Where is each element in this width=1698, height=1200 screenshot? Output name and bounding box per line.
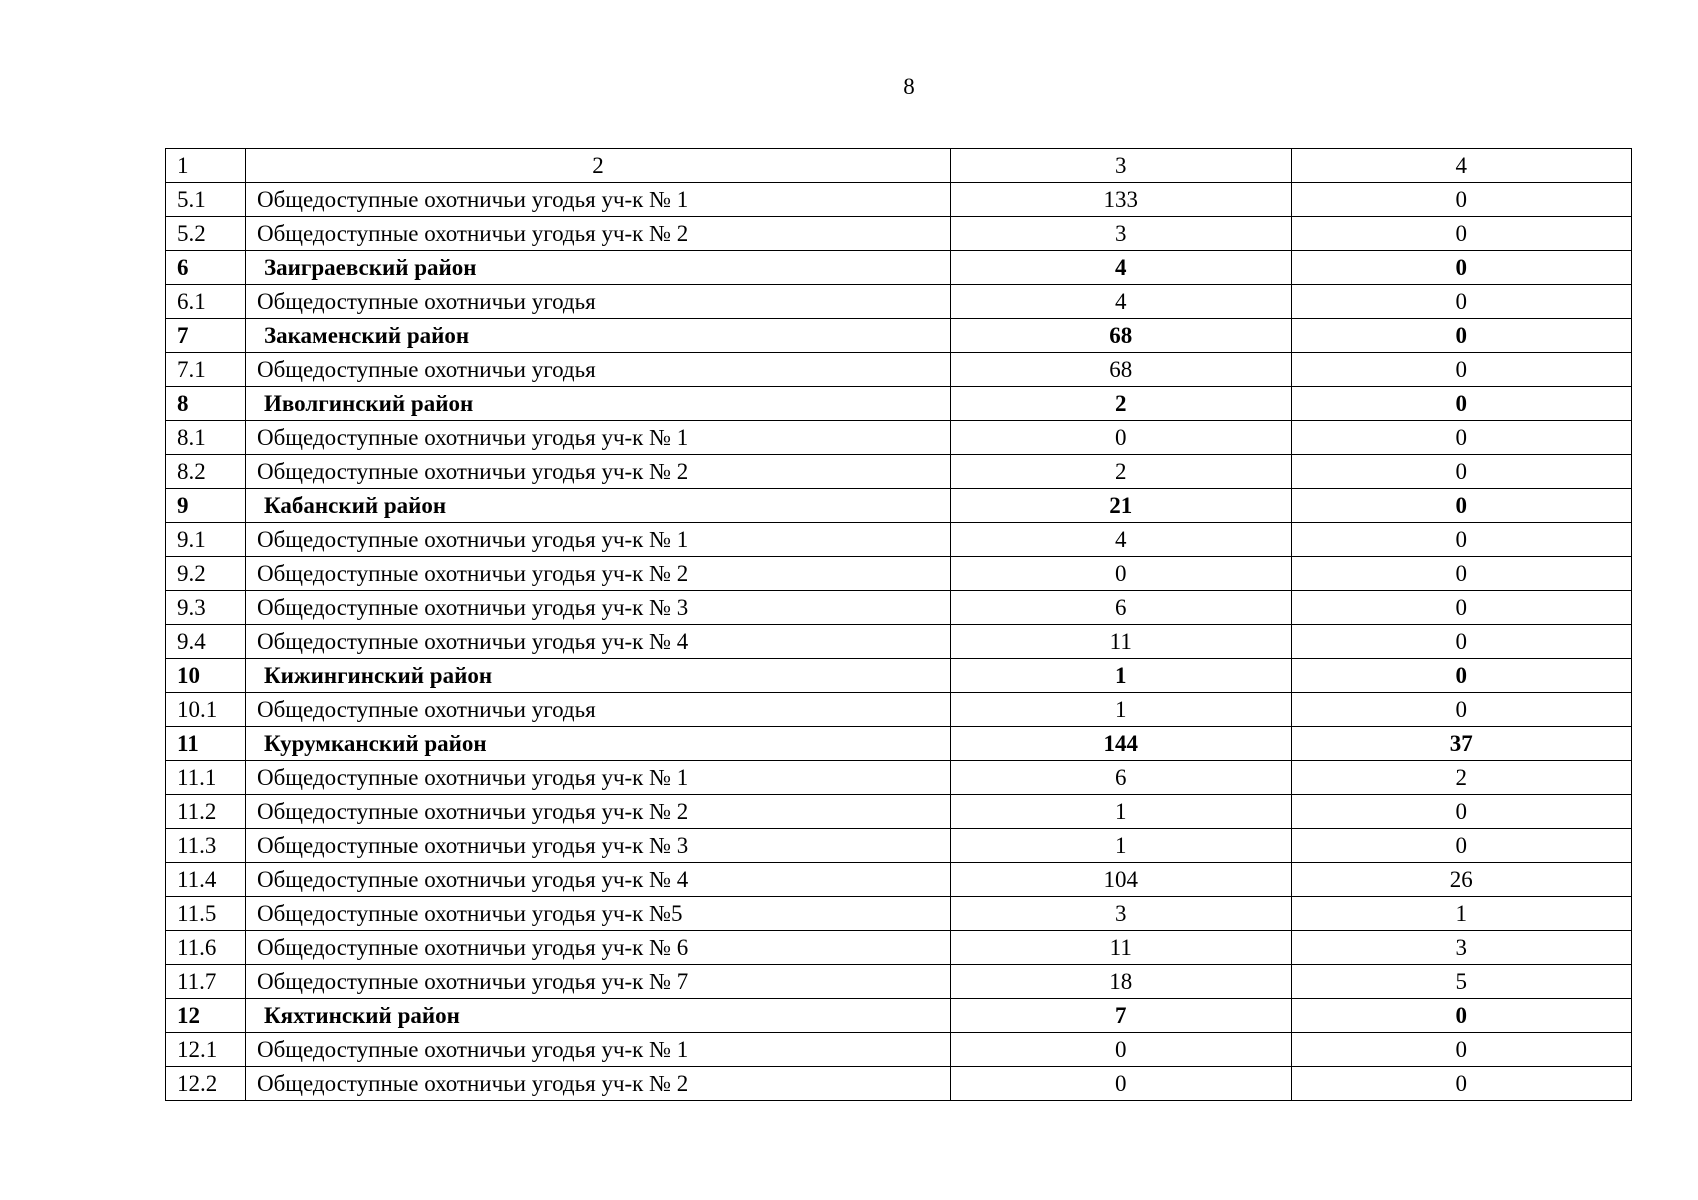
row-name-cell: Общедоступные охотничьи угодья уч-к № 6 — [246, 931, 951, 965]
row-value-col3-cell: 18 — [951, 965, 1292, 999]
row-number-cell: 6 — [166, 251, 246, 285]
row-value-col3-cell: 1 — [951, 693, 1292, 727]
row-value-col3-cell: 7 — [951, 999, 1292, 1033]
row-number-cell: 11.1 — [166, 761, 246, 795]
row-number-cell: 9.4 — [166, 625, 246, 659]
row-value-col4-cell: 0 — [1291, 557, 1632, 591]
row-value-col3-cell: 1 — [951, 829, 1292, 863]
district-row — [166, 251, 1632, 285]
row-value-col4-cell: 0 — [1291, 319, 1632, 353]
row-value-col3-cell: 4 — [951, 285, 1292, 319]
table-row — [166, 217, 1632, 251]
row-number-cell: 9.1 — [166, 523, 246, 557]
district-row — [166, 999, 1632, 1033]
row-name-cell: Общедоступные охотничьи угодья уч-к № 3 — [246, 591, 951, 625]
row-value-col3-cell: 1 — [951, 659, 1292, 693]
row-value-col3-cell: 3 — [951, 897, 1292, 931]
row-value-col4-cell: 0 — [1291, 387, 1632, 421]
table-header-row — [166, 149, 1632, 183]
row-value-col4-cell: 37 — [1291, 727, 1632, 761]
row-name-cell: Общедоступные охотничьи угодья уч-к № 1 — [246, 183, 951, 217]
table-row — [166, 591, 1632, 625]
row-value-col3-cell: 133 — [951, 183, 1292, 217]
header-cell-col2: 2 — [246, 149, 951, 183]
district-row — [166, 387, 1632, 421]
table-row — [166, 965, 1632, 999]
row-number-cell: 8.2 — [166, 455, 246, 489]
row-number-cell: 12.1 — [166, 1033, 246, 1067]
row-value-col3-cell: 104 — [951, 863, 1292, 897]
table-row — [166, 353, 1632, 387]
row-value-col4-cell: 0 — [1291, 489, 1632, 523]
row-value-col4-cell: 0 — [1291, 795, 1632, 829]
row-name-cell: Общедоступные охотничьи угодья уч-к № 2 — [246, 557, 951, 591]
row-value-col4-cell: 0 — [1291, 183, 1632, 217]
row-value-col4-cell: 3 — [1291, 931, 1632, 965]
table-row — [166, 183, 1632, 217]
row-name-cell: Курумканский район — [246, 727, 951, 761]
row-name-cell: Закаменский район — [246, 319, 951, 353]
row-value-col3-cell: 3 — [951, 217, 1292, 251]
row-number-cell: 7.1 — [166, 353, 246, 387]
table-row — [166, 557, 1632, 591]
row-number-cell: 11.5 — [166, 897, 246, 931]
row-value-col3-cell: 11 — [951, 625, 1292, 659]
row-number-cell: 11.4 — [166, 863, 246, 897]
district-row — [166, 727, 1632, 761]
row-name-cell: Заиграевский район — [246, 251, 951, 285]
row-number-cell: 11 — [166, 727, 246, 761]
row-name-cell: Общедоступные охотничьи угодья уч-к № 3 — [246, 829, 951, 863]
row-value-col3-cell: 4 — [951, 523, 1292, 557]
row-value-col4-cell: 0 — [1291, 285, 1632, 319]
header-cell-col1: 1 — [166, 149, 246, 183]
row-value-col4-cell: 0 — [1291, 523, 1632, 557]
row-name-cell: Общедоступные охотничьи угодья уч-к № 1 — [246, 1033, 951, 1067]
table-row — [166, 421, 1632, 455]
row-value-col3-cell: 2 — [951, 387, 1292, 421]
row-value-col4-cell: 0 — [1291, 693, 1632, 727]
row-number-cell: 9 — [166, 489, 246, 523]
row-name-cell: Общедоступные охотничьи угодья уч-к № 2 — [246, 217, 951, 251]
row-name-cell: Общедоступные охотничьи угодья уч-к № 2 — [246, 455, 951, 489]
table-row — [166, 693, 1632, 727]
row-name-cell: Общедоступные охотничьи угодья — [246, 693, 951, 727]
row-value-col3-cell: 1 — [951, 795, 1292, 829]
hunting-grounds-table — [165, 148, 1632, 1101]
row-value-col4-cell: 1 — [1291, 897, 1632, 931]
row-name-cell: Общедоступные охотничьи угодья уч-к № 1 — [246, 761, 951, 795]
row-value-col4-cell: 0 — [1291, 217, 1632, 251]
table-row — [166, 1067, 1632, 1101]
row-value-col4-cell: 0 — [1291, 353, 1632, 387]
row-number-cell: 7 — [166, 319, 246, 353]
row-value-col4-cell: 0 — [1291, 591, 1632, 625]
row-value-col4-cell: 2 — [1291, 761, 1632, 795]
row-value-col3-cell: 21 — [951, 489, 1292, 523]
row-number-cell: 5.2 — [166, 217, 246, 251]
page-number: 8 — [903, 74, 915, 99]
district-row — [166, 319, 1632, 353]
row-name-cell: Общедоступные охотничьи угодья уч-к № 2 — [246, 1067, 951, 1101]
table-row — [166, 523, 1632, 557]
row-number-cell: 6.1 — [166, 285, 246, 319]
row-value-col4-cell: 5 — [1291, 965, 1632, 999]
row-number-cell: 11.7 — [166, 965, 246, 999]
row-name-cell: Кабанский район — [246, 489, 951, 523]
row-name-cell: Кижингинский район — [246, 659, 951, 693]
row-value-col3-cell: 6 — [951, 761, 1292, 795]
row-name-cell: Иволгинский район — [246, 387, 951, 421]
row-number-cell: 9.3 — [166, 591, 246, 625]
row-name-cell: Общедоступные охотничьи угодья уч-к № 1 — [246, 523, 951, 557]
row-value-col3-cell: 0 — [951, 1033, 1292, 1067]
table-row — [166, 761, 1632, 795]
table-row — [166, 863, 1632, 897]
row-number-cell: 11.3 — [166, 829, 246, 863]
table-body — [166, 149, 1632, 1101]
row-value-col4-cell: 0 — [1291, 625, 1632, 659]
row-number-cell: 8.1 — [166, 421, 246, 455]
row-name-cell: Общедоступные охотничьи угодья — [246, 285, 951, 319]
row-number-cell: 9.2 — [166, 557, 246, 591]
row-value-col4-cell: 0 — [1291, 1033, 1632, 1067]
row-value-col3-cell: 2 — [951, 455, 1292, 489]
table-row — [166, 625, 1632, 659]
row-value-col4-cell: 26 — [1291, 863, 1632, 897]
row-value-col3-cell: 0 — [951, 421, 1292, 455]
header-cell-col3: 3 — [951, 149, 1292, 183]
table-row — [166, 285, 1632, 319]
row-number-cell: 10.1 — [166, 693, 246, 727]
row-name-cell: Общедоступные охотничьи угодья уч-к № 4 — [246, 863, 951, 897]
table-row — [166, 1033, 1632, 1067]
table-row — [166, 897, 1632, 931]
row-name-cell: Общедоступные охотничьи угодья уч-к № 2 — [246, 795, 951, 829]
district-row — [166, 489, 1632, 523]
row-value-col4-cell: 0 — [1291, 999, 1632, 1033]
row-name-cell: Общедоступные охотничьи угодья уч-к №5 — [246, 897, 951, 931]
row-value-col3-cell: 11 — [951, 931, 1292, 965]
row-number-cell: 12 — [166, 999, 246, 1033]
row-number-cell: 5.1 — [166, 183, 246, 217]
row-number-cell: 11.2 — [166, 795, 246, 829]
row-name-cell: Общедоступные охотничьи угодья уч-к № 7 — [246, 965, 951, 999]
row-value-col3-cell: 144 — [951, 727, 1292, 761]
row-value-col4-cell: 0 — [1291, 829, 1632, 863]
row-value-col4-cell: 0 — [1291, 455, 1632, 489]
header-cell-col4: 4 — [1291, 149, 1632, 183]
row-value-col4-cell: 0 — [1291, 1067, 1632, 1101]
row-number-cell: 11.6 — [166, 931, 246, 965]
row-number-cell: 10 — [166, 659, 246, 693]
row-value-col4-cell: 0 — [1291, 421, 1632, 455]
row-name-cell: Общедоступные охотничьи угодья уч-к № 4 — [246, 625, 951, 659]
row-value-col3-cell: 0 — [951, 557, 1292, 591]
row-value-col3-cell: 6 — [951, 591, 1292, 625]
table-row — [166, 455, 1632, 489]
table-row — [166, 795, 1632, 829]
row-value-col4-cell: 0 — [1291, 659, 1632, 693]
table-row — [166, 829, 1632, 863]
row-value-col3-cell: 0 — [951, 1067, 1292, 1101]
row-value-col3-cell: 68 — [951, 353, 1292, 387]
row-value-col3-cell: 68 — [951, 319, 1292, 353]
row-name-cell: Кяхтинский район — [246, 999, 951, 1033]
row-name-cell: Общедоступные охотничьи угодья — [246, 353, 951, 387]
row-value-col3-cell: 4 — [951, 251, 1292, 285]
row-number-cell: 8 — [166, 387, 246, 421]
row-number-cell: 12.2 — [166, 1067, 246, 1101]
district-row — [166, 659, 1632, 693]
row-value-col4-cell: 0 — [1291, 251, 1632, 285]
table-row — [166, 931, 1632, 965]
row-name-cell: Общедоступные охотничьи угодья уч-к № 1 — [246, 421, 951, 455]
